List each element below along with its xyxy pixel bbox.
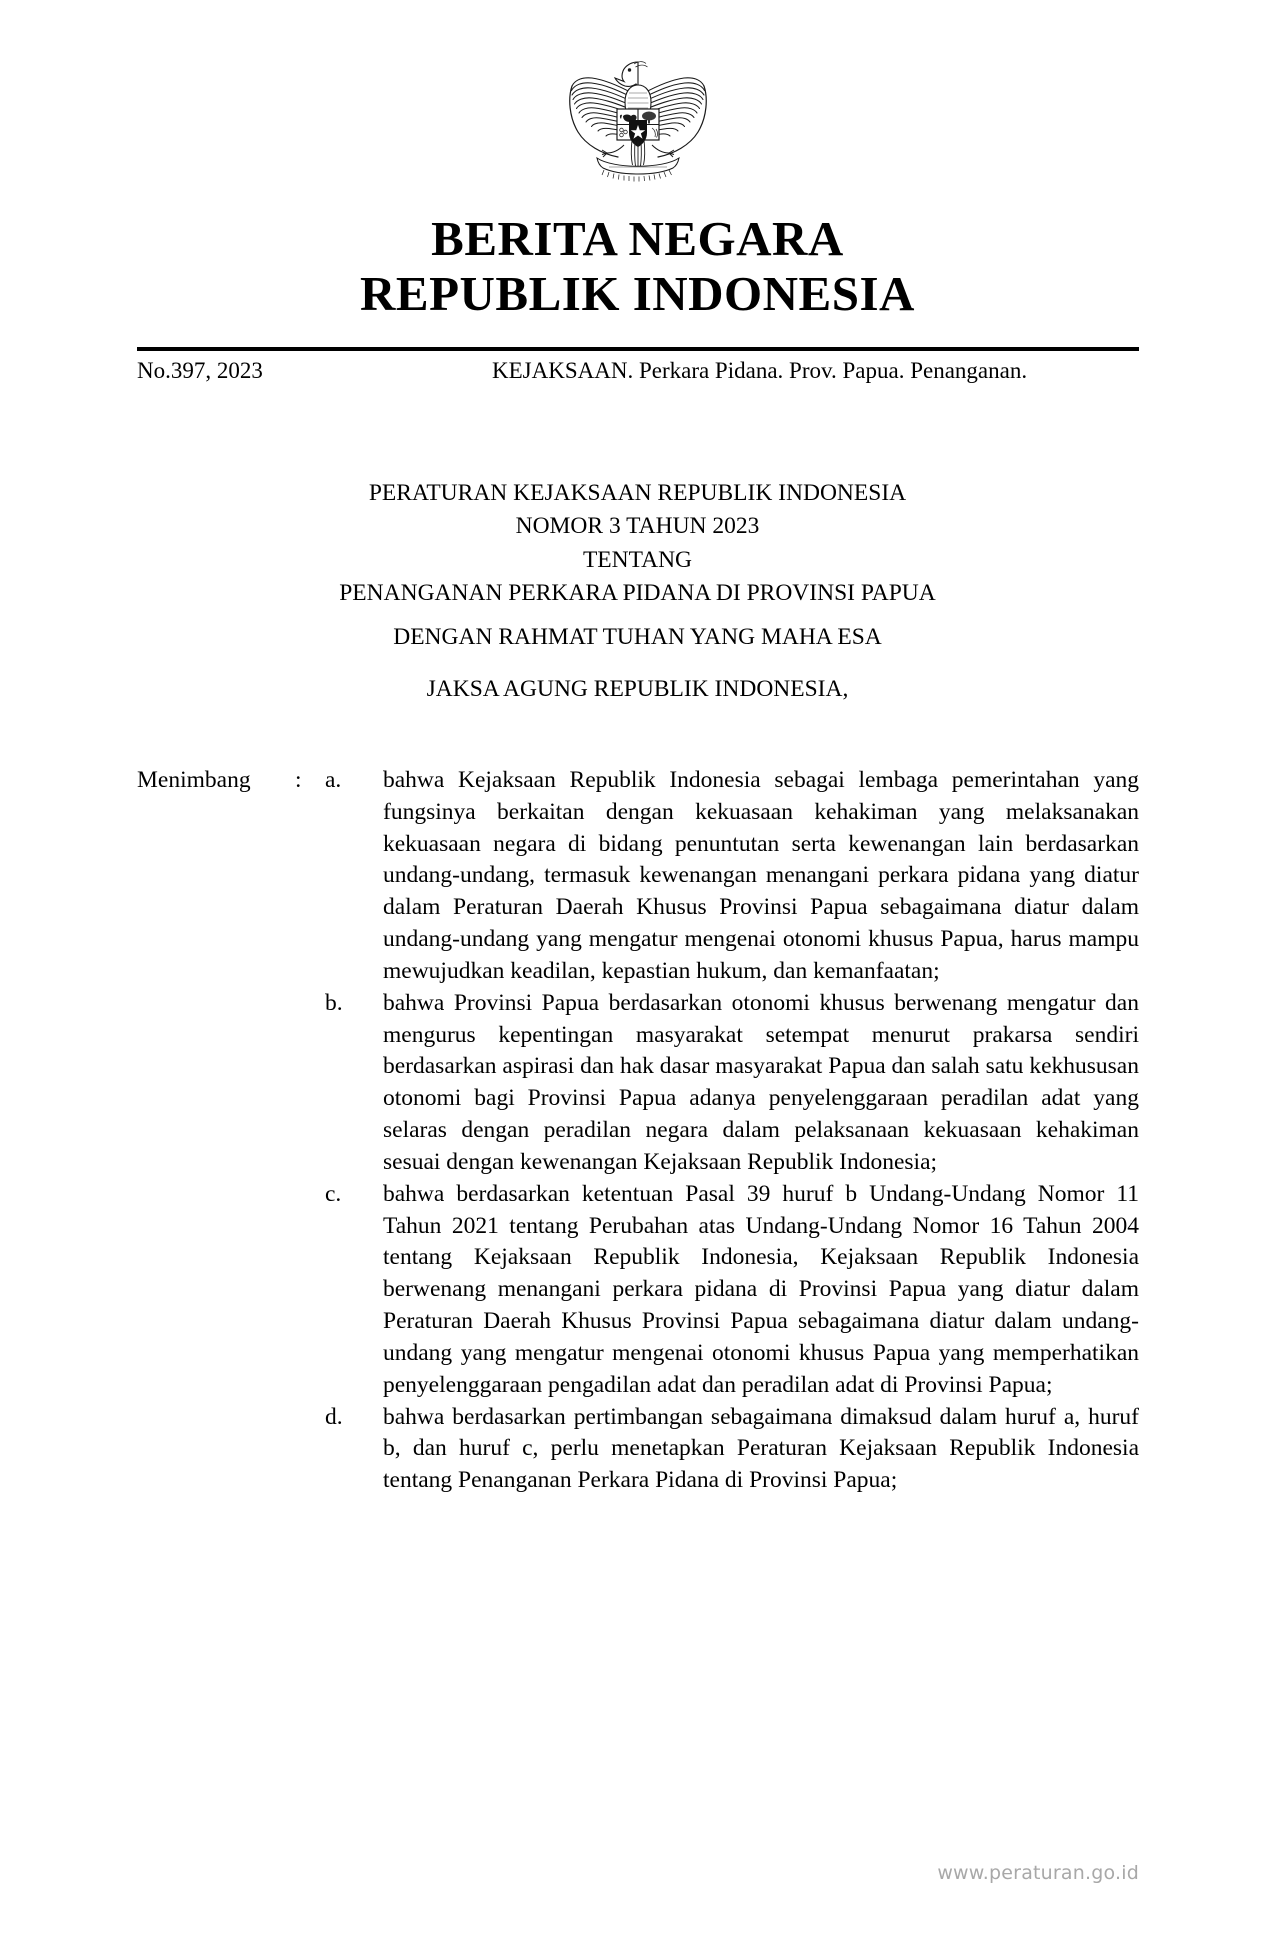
garuda-pancasila-emblem [563,34,713,182]
invocation-line: DENGAN RAHMAT TUHAN YANG MAHA ESA [393,624,882,650]
consideration-marker: a. [325,767,342,793]
consideration-item [137,765,1139,988]
emblem-container [0,34,1275,182]
considerations-section [137,765,1139,1497]
consideration-marker: b. [325,989,343,1016]
masthead-line-1: BERITA NEGARA [431,211,844,266]
consideration-marker: d. [325,1403,343,1430]
consideration-item [137,988,1139,1179]
regulation-title-line-1: PERATURAN KEJAKSAAN REPUBLIK INDONESIA [368,480,907,506]
regulation-title [0,477,1275,610]
gazette-header [137,356,1139,386]
footer-watermark: www.peraturan.go.id [937,1862,1139,1884]
consideration-text: bahwa Kejaksaan Republik Indonesia sebagai lembaga pemerintahan yang fungsinya berkaitan dengan kekuasaan kehakiman yang melaksanakan kekuasaan negara di bidang penuntutan serta kewenangan lain berdasarkan undang-undang, termasuk kewenangan menangani perkara pidana yang diatur dalam Peraturan Daerah Khusus Provinsi Papua sebagaimana diatur dalam undang-undang yang mengatur mengenai otonomi khusus Papua, harus mampu mewujudkan keadilan, kepastian hukum, dan kemanfaatan; [383,767,1139,984]
masthead-line-2: REPUBLIK INDONESIA [360,265,915,321]
considerations-label: Menimbang [137,767,251,793]
consideration-text: bahwa berdasarkan ketentuan Pasal 39 huruf b Undang-Undang Nomor 11 Tahun 2021 tentang Perubahan atas Undang-Undang Nomor 16 Tahun 2004 tentang Kejaksaan Republik Indonesia, Kejaksaan Republik Indonesia berwenang menangani perkara pidana di Provinsi Papua yang diatur dalam Peraturan Daerah Khusus Provinsi Papua sebagaimana diatur dalam undang-undang yang mengatur mengenai otonomi khusus Papua yang memperhatikan penyelenggaraan pengadilan adat dan peradilan adat di Provinsi Papua; [383,1180,1139,1398]
masthead [0,212,1275,322]
consideration-item [137,1179,1139,1402]
issuing-authority: JAKSA AGUNG REPUBLIK INDONESIA, [426,676,849,702]
header-divider [137,347,1139,351]
consideration-item [137,1402,1139,1497]
gazette-subject: KEJAKSAAN. Perkara Pidana. Prov. Papua. Penanganan. [492,358,1028,383]
consideration-marker: c. [325,1180,342,1207]
consideration-text: bahwa Provinsi Papua berdasarkan otonomi khusus berwenang mengatur dan mengurus kepentingan masyarakat setempat menurut prakarsa sendiri berdasarkan aspirasi dan hak dasar masyarakat Papua dan salah satu kekhususan otonomi bagi Provinsi Papua adanya penyelenggaraan peradilan adat yang selaras dengan peradilan negara dalam pelaksanaan kekuasaan kehakiman sesuai dengan kewenangan Kejaksaan Republik Indonesia; [383,989,1139,1175]
consideration-text: bahwa berdasarkan pertimbangan sebagaimana dimaksud dalam huruf a, huruf b, dan huruf c, perlu menetapkan Peraturan Kejaksaan Republik Indonesia tentang Penanganan Perkara Pidana di Provinsi Papua; [383,1403,1139,1494]
regulation-title-line-3: TENTANG [582,546,693,573]
gazette-number: No.397, 2023 [137,358,263,383]
regulation-title-line-2: NOMOR 3 TAHUN 2023 [515,513,760,540]
considerations-colon: : [295,767,302,793]
regulation-title-line-4: PENANGANAN PERKARA PIDANA DI PROVINSI PAPUA [339,580,936,607]
